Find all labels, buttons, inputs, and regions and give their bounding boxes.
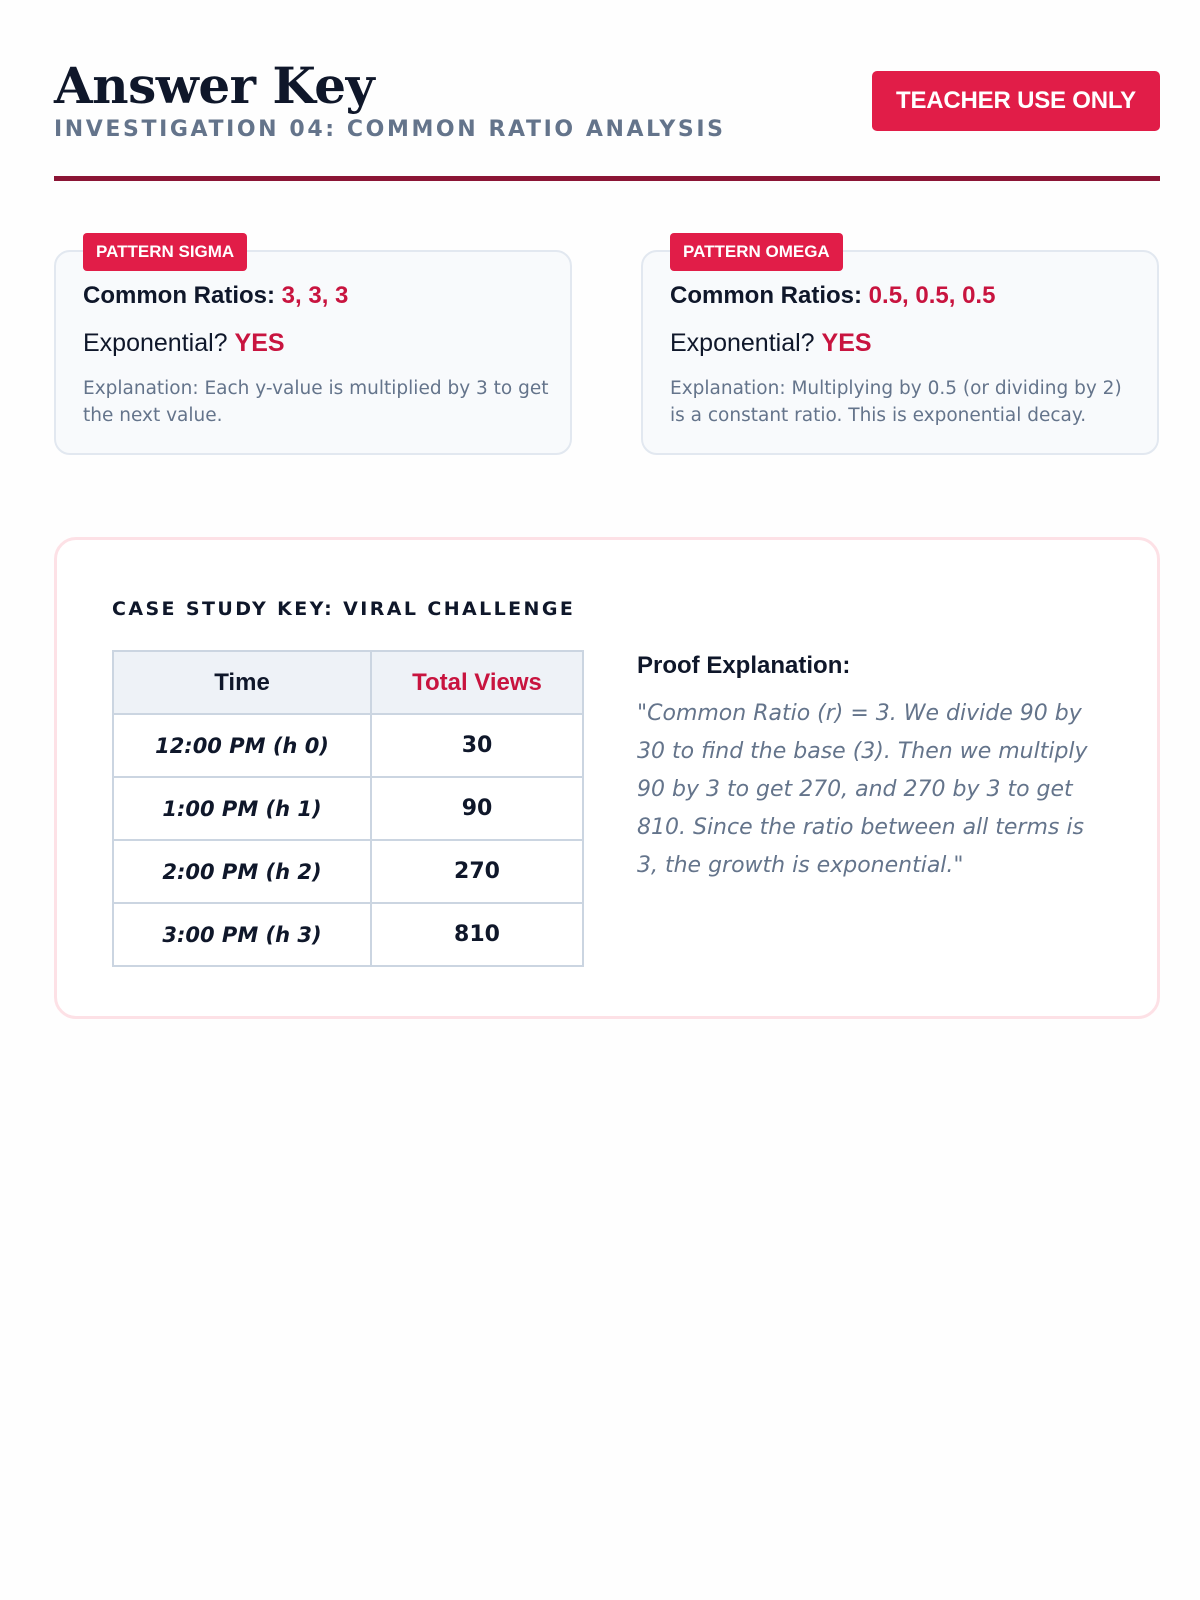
proof-explanation-text: "Common Ratio (r) = 3. We divide 90 by 30 to find the base (3). Then we multiply 90 by 3 to get 270, and 270 by 3 to get 810. Since the ratio between all terms is 3, the growth is exponential."	[637, 701, 1088, 878]
pattern-explanation: Explanation: Multiplying by 0.5 (or dividing by 2) is a constant ratio. This is exponential decay.	[670, 378, 1122, 426]
pattern-explanation: Explanation: Each y-value is multiplied by 3 to get the next value.	[83, 378, 549, 426]
views-cell: 30	[371, 714, 583, 777]
exponential-answer	[670, 329, 872, 358]
page-title: Answer Key	[54, 56, 375, 115]
pattern-card-omega	[641, 242, 1159, 455]
page-subtitle: INVESTIGATION 04: COMMON RATIO ANALYSIS	[54, 117, 726, 142]
column-header-total-views: Total Views	[371, 651, 583, 714]
table-header-row	[113, 651, 583, 714]
case-study-panel	[54, 537, 1160, 1019]
time-cell: 3:00 PM (h 3)	[113, 903, 371, 966]
page-header	[54, 56, 1160, 184]
common-ratios	[83, 282, 348, 310]
header-divider	[54, 176, 1160, 181]
common-ratios	[670, 282, 995, 310]
common-ratios-value: 0.5, 0.5, 0.5	[868, 282, 996, 309]
pattern-tag: PATTERN OMEGA	[670, 233, 843, 271]
exponential-value: YES	[821, 329, 872, 357]
time-cell: 2:00 PM (h 2)	[113, 840, 371, 903]
pattern-card-sigma	[54, 242, 572, 455]
exponential-label: Exponential?	[670, 329, 815, 357]
views-cell: 270	[371, 840, 583, 903]
common-ratios-label: Common Ratios:	[83, 282, 275, 309]
common-ratios-value: 3, 3, 3	[281, 282, 349, 309]
pattern-tag: PATTERN SIGMA	[83, 233, 247, 271]
views-cell: 810	[371, 903, 583, 966]
time-cell: 1:00 PM (h 1)	[113, 777, 371, 840]
table-row	[113, 714, 583, 777]
exponential-value: YES	[234, 329, 285, 357]
proof-explanation-title: Proof Explanation:	[637, 652, 851, 679]
table-row	[113, 840, 583, 903]
exponential-label: Exponential?	[83, 329, 228, 357]
column-header-time: Time	[113, 651, 371, 714]
common-ratios-label: Common Ratios:	[670, 282, 862, 309]
views-cell: 90	[371, 777, 583, 840]
views-table	[112, 650, 584, 967]
exponential-answer	[83, 329, 285, 358]
case-study-title: CASE STUDY KEY: VIRAL CHALLENGE	[112, 598, 576, 620]
table-row	[113, 777, 583, 840]
time-cell: 12:00 PM (h 0)	[113, 714, 371, 777]
teacher-use-badge: TEACHER USE ONLY	[872, 71, 1160, 131]
table-row	[113, 903, 583, 966]
